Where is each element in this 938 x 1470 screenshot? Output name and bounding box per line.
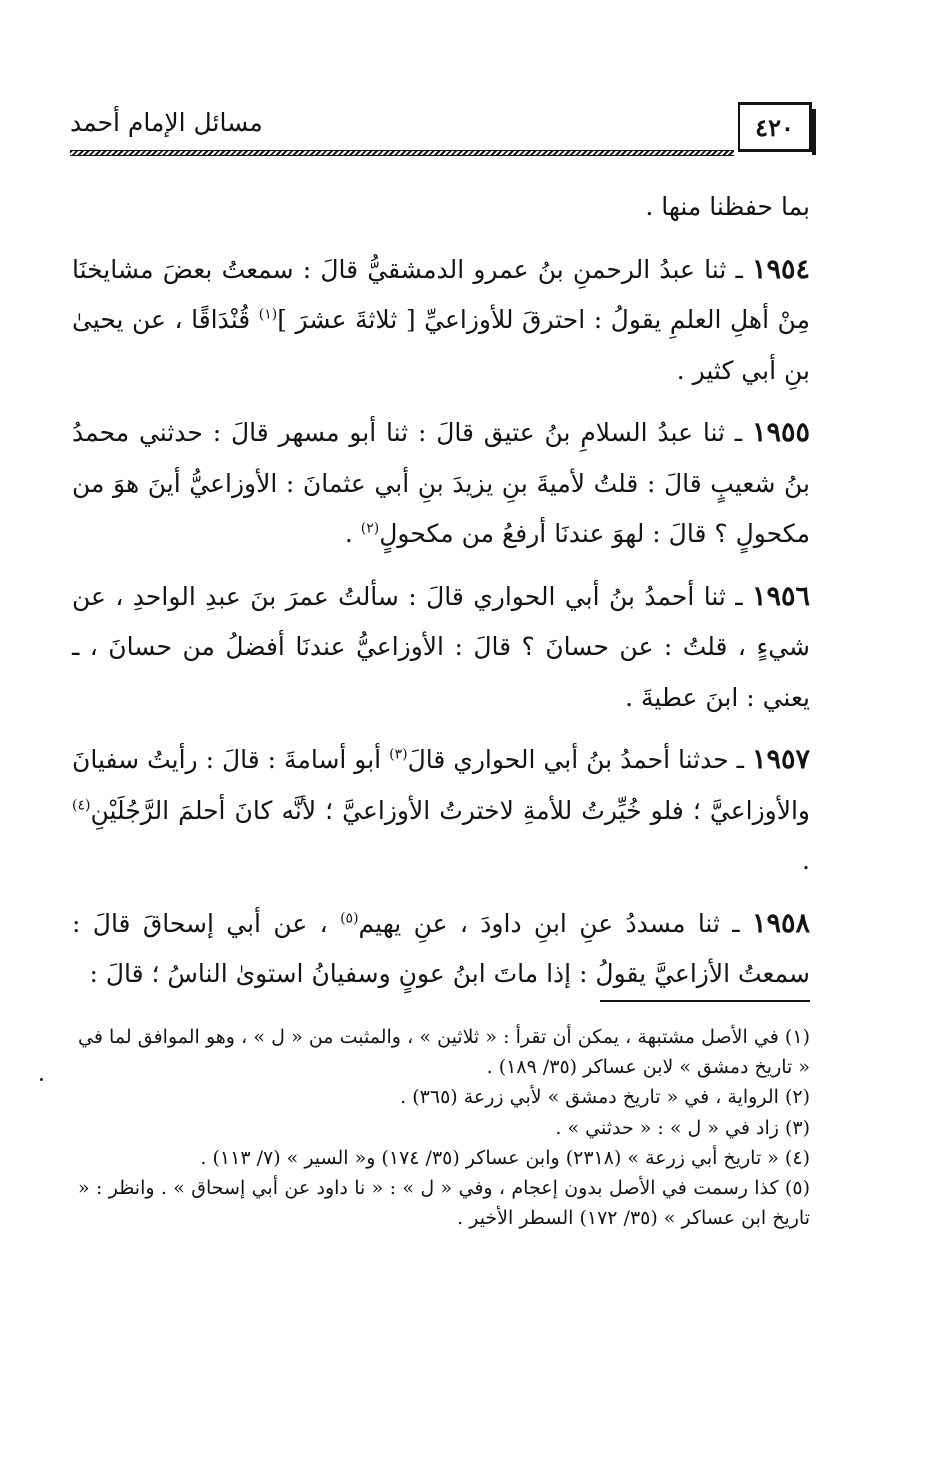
- entry-text: ثنا أحمدُ بنُ أبي الحواري قالَ : سألتُ عمرَ بنَ عبدِ الواحدِ ، عن شيءٍ ، قلتُ : عن حسانَ ؟ قالَ : الأوزاعيُّ عندنَا أفضلُ من حسانَ ، ـ يعني : ابنَ عطيةَ .: [72, 581, 810, 712]
- footnote-marker: (٥): [340, 910, 359, 927]
- page-header: [70, 96, 812, 158]
- entry-1954: [72, 245, 810, 397]
- entry-text-cont: ، عن أبي إسحاقَ قالَ : سمعتُ الأزاعيَّ يقولُ : إذا ماتَ ابنُ عونٍ وسفيانُ استوىٰ الناسُ ؛ قالَ :: [72, 908, 810, 988]
- main-text: [72, 182, 810, 1000]
- opening-line: بما حفظنا منها .: [645, 192, 810, 221]
- scan-speck: [40, 1078, 43, 1081]
- entry-number: ١٩٥٤: [751, 253, 810, 285]
- header-decorative-rule: [70, 150, 734, 156]
- footnote-marker: (١): [258, 306, 278, 323]
- entry-dash: ـ: [726, 254, 743, 284]
- footnote-5: (٥) كذا رسمت في الأصل بدون إعجام ، وفي « ل » : « نا داود عن أبي إسحاق » . وانظر : « تاريخ ابن عساكر » (٣٥/ ١٧٢) السطر الأخير .: [78, 1177, 810, 1230]
- entry-1956: [72, 572, 810, 724]
- entry-text: ثنا عبدُ السلامِ بنُ عتيق قالَ : ثنا أبو مسهر قالَ : حدثني محمدُ بنُ شعيبٍ قالَ : قلتُ لأميةَ بنِ يزيدَ بنِ أبي عثمانَ : الأوزاعيُّ أينَ هوَ من مكحولٍ ؟ قالَ : لهوَ عندنَا أرفعُ من مكحولٍ: [72, 418, 810, 548]
- entry-number: ١٩٥٥: [751, 417, 810, 448]
- footnote-marker: (٢): [360, 520, 380, 537]
- footnote-3: (٣) زاد في « ل » : « حدثني » .: [555, 1116, 810, 1139]
- footnote-2: (٢) الرواية ، في « تاريخ دمشق » لأبي زرعة (٣٦٥) .: [400, 1086, 810, 1109]
- entry-dash: ـ: [724, 418, 743, 447]
- entry-number: ١٩٥٨: [751, 907, 810, 939]
- entry-text: ثنا مسددُ عنِ ابنِ داودَ ، عنِ يهيم: [358, 908, 720, 938]
- footnote-separator: [600, 1000, 810, 1002]
- running-title: مسائل الإمام أحمد: [70, 108, 263, 137]
- page-number: ٤٢٠: [738, 102, 812, 152]
- footnote-4: (٤) « تاريخ أبي زرعة » (٢٣١٨) وابن عساكر (٣٥/ ١٧٤) و« السير » (٧/ ١١٣) .: [200, 1146, 810, 1169]
- entry-1958: [72, 899, 810, 1000]
- entry-text-end: .: [802, 846, 810, 875]
- footnote-1: (١) في الأصل مشتبهة ، يمكن أن تقرأ : « ثلاثين » ، والمثبت من « ل » ، وهو الموافق لما في « تاريخ دمشق » لابن عساكر (٣٥/ ١٨٩) .: [78, 1026, 810, 1079]
- entry-text-cont: أبو أسامةَ : قالَ : رأيتُ سفيانَ والأوزاعيَّ ؛ فلو خُيِّرتُ للأمةِ لاخترتُ الأوزاعيَّ ؛ لأنَّه كانَ أحلمَ الرَّجُلَيْنِ: [72, 745, 810, 825]
- entry-1957: [72, 735, 810, 887]
- footnote-marker: (٤): [72, 797, 91, 814]
- entry-number: ١٩٥٦: [751, 580, 810, 612]
- footnote-marker: (٣): [389, 746, 408, 763]
- entry-text-cont: .: [344, 519, 361, 548]
- footnotes: [78, 1022, 810, 1233]
- entry-text: ثنا عبدُ الرحمنِ بنُ عمرو الدمشقيُّ قالَ : سمعتُ بعضَ مشايخنَا مِنْ أهلِ العلمِ يقولُ : احترقَ للأوزاعيِّ [ ثلاثةَ عشرَ ]: [72, 254, 810, 334]
- entry-dash: ـ: [725, 581, 743, 611]
- entry-dash: ـ: [728, 745, 745, 774]
- entry-text: حدثنا أحمدُ بنُ أبي الحواري قالَ: [407, 745, 729, 774]
- entry-dash: ـ: [719, 908, 740, 938]
- entry-number: ١٩٥٧: [751, 744, 810, 775]
- entry-1955: [72, 408, 810, 560]
- entry-text-cont: قُنْدَاقًا ، عن يحيىٰ بنِ أبي كثير .: [72, 305, 810, 385]
